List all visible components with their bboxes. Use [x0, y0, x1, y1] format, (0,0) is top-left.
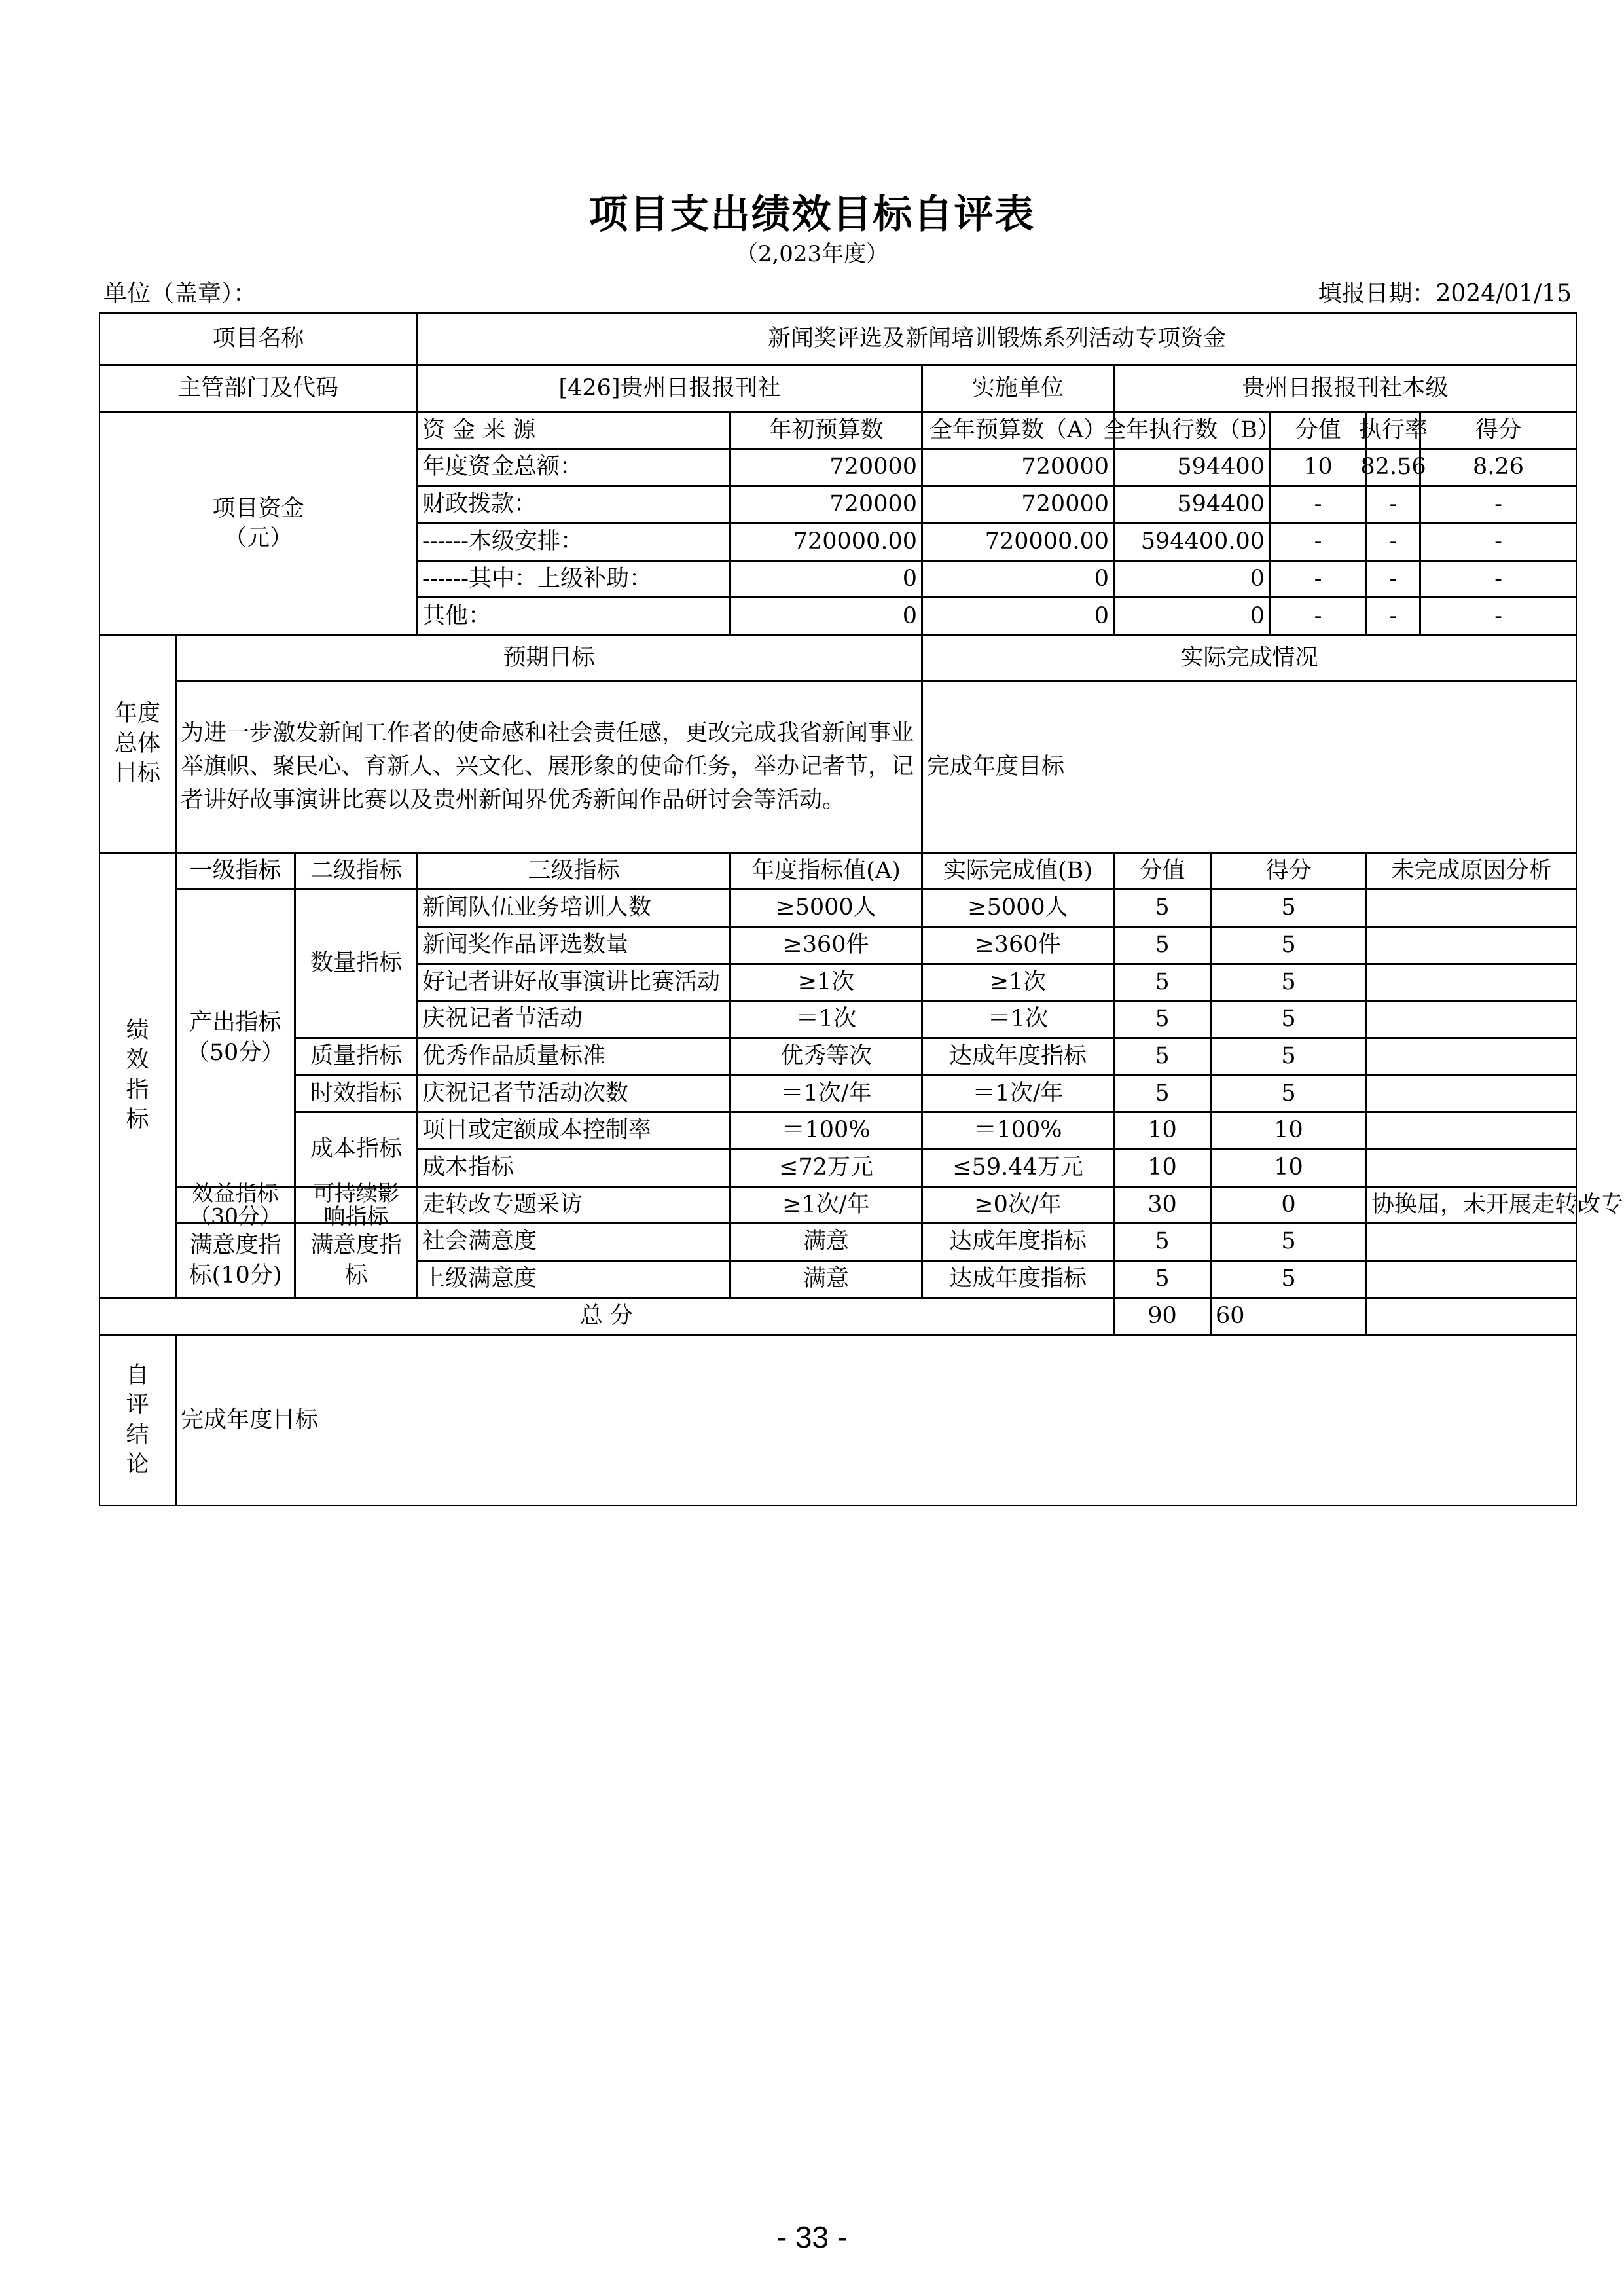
- ind-actual: 达成年度指标: [922, 1223, 1114, 1261]
- level1-satisfaction: 满意度指 标(10分): [175, 1223, 295, 1298]
- ind-actual: 达成年度指标: [922, 1260, 1114, 1298]
- ind-got: 0: [1210, 1186, 1367, 1224]
- ind-got: 5: [1210, 1223, 1367, 1261]
- ind-score: 5: [1113, 1000, 1211, 1038]
- ind-target: 满意: [730, 1223, 922, 1261]
- ind-got: 10: [1210, 1112, 1367, 1150]
- ind-target: 满意: [730, 1260, 922, 1298]
- ind-actual: ≥360件: [922, 926, 1114, 964]
- ind-reason: [1366, 926, 1577, 964]
- ind-name: 优秀作品质量标准: [417, 1038, 731, 1076]
- ind-target: ＝1次: [730, 1000, 922, 1038]
- funds-header-initial: 年初预算数: [730, 412, 922, 449]
- level1-benefit: 效益指标 （30分）: [175, 1186, 295, 1224]
- funds-cell: 0: [1113, 597, 1270, 636]
- expected-goal-header: 预期目标: [175, 635, 922, 682]
- ind-actual: 达成年度指标: [922, 1038, 1114, 1076]
- funds-row-label: 年度资金总额：: [417, 448, 731, 486]
- ind-actual: ≥1次: [922, 964, 1114, 1001]
- ind-header-target: 年度指标值(A): [730, 852, 922, 890]
- level2-quality: 质量指标: [295, 1038, 418, 1076]
- funds-cell: -: [1269, 486, 1367, 524]
- actual-status-header: 实际完成情况: [922, 635, 1577, 682]
- goals-section-label: 年度 总体 目标: [99, 635, 176, 853]
- ind-reason: [1366, 1038, 1577, 1076]
- project-name: 新闻奖评选及新闻培训锻炼系列活动专项资金: [417, 312, 1577, 365]
- level2-satisfaction: 满意度指 标: [295, 1223, 418, 1298]
- ind-got: 5: [1210, 1075, 1367, 1112]
- conclusion-text: 完成年度目标: [175, 1334, 1577, 1506]
- ind-score: 30: [1113, 1186, 1211, 1224]
- ind-name: 好记者讲好故事演讲比赛活动: [417, 964, 731, 1001]
- funds-cell: 720000.00: [922, 523, 1114, 561]
- funds-cell: 0: [922, 597, 1114, 636]
- ind-name: 庆祝记者节活动次数: [417, 1075, 731, 1112]
- ind-target: ≥5000人: [730, 889, 922, 927]
- funds-header-source: 资 金 来 源: [417, 412, 731, 449]
- ind-actual: ≥0次/年: [922, 1186, 1114, 1224]
- funds-cell: 10: [1269, 448, 1367, 486]
- funds-header-got: 得分: [1420, 412, 1577, 449]
- ind-got: 5: [1210, 1260, 1367, 1298]
- ind-target: ≥1次: [730, 964, 922, 1001]
- project-name-label: 项目名称: [99, 312, 418, 365]
- unit-label: 单位（盖章）：: [103, 280, 257, 307]
- funds-cell: 720000.00: [730, 523, 922, 561]
- ind-actual: ＝100%: [922, 1112, 1114, 1150]
- ind-score: 10: [1113, 1112, 1211, 1150]
- ind-header-actual: 实际完成值(B): [922, 852, 1114, 890]
- ind-score: 5: [1113, 1223, 1211, 1261]
- funds-cell: 594400.00: [1113, 523, 1270, 561]
- total-score: 90: [1113, 1298, 1211, 1335]
- ind-got: 10: [1210, 1149, 1367, 1187]
- funds-cell: -: [1269, 523, 1367, 561]
- ind-reason: [1366, 1112, 1577, 1150]
- funds-header-annual: 全年预算数（A）: [922, 412, 1114, 449]
- ind-name: 社会满意度: [417, 1223, 731, 1261]
- ind-score: 5: [1113, 1260, 1211, 1298]
- ind-score: 5: [1113, 926, 1211, 964]
- ind-score: 5: [1113, 889, 1211, 927]
- evaluation-table: [99, 313, 1624, 1511]
- funds-cell: -: [1420, 597, 1577, 636]
- ind-got: 5: [1210, 1000, 1367, 1038]
- funds-cell: -: [1366, 486, 1420, 524]
- ind-target: 优秀等次: [730, 1038, 922, 1076]
- funds-cell: -: [1269, 560, 1367, 598]
- ind-target: ≤72万元: [730, 1149, 922, 1187]
- level2-quantity: 数量指标: [295, 889, 418, 1038]
- funds-header-score: 分值: [1269, 412, 1367, 449]
- ind-actual: ≤59.44万元: [922, 1149, 1114, 1187]
- ind-header-l1: 一级指标: [175, 852, 295, 890]
- ind-header-got: 得分: [1210, 852, 1367, 890]
- ind-name: 上级满意度: [417, 1260, 731, 1298]
- ind-target: ≥360件: [730, 926, 922, 964]
- total-reason-blank: [1366, 1298, 1577, 1335]
- ind-name: 新闻奖作品评选数量: [417, 926, 731, 964]
- ind-header-l2: 二级指标: [295, 852, 418, 890]
- funds-cell: 0: [1113, 560, 1270, 598]
- funds-cell: -: [1420, 486, 1577, 524]
- page-title: 项目支出绩效目标自评表: [588, 192, 1036, 238]
- ind-name: 走转改专题采访: [417, 1186, 731, 1224]
- funds-cell: 0: [730, 597, 922, 636]
- ind-name: 项目或定额成本控制率: [417, 1112, 731, 1150]
- ind-score: 10: [1113, 1149, 1211, 1187]
- total-got: 60: [1210, 1298, 1367, 1335]
- funds-cell: -: [1420, 523, 1577, 561]
- ind-score: 5: [1113, 964, 1211, 1001]
- impl-label: 实施单位: [922, 365, 1114, 412]
- dept-label: 主管部门及代码: [99, 365, 418, 412]
- fill-date: 填报日期：2024/01/15: [1318, 280, 1572, 307]
- funds-cell: -: [1366, 560, 1420, 598]
- funds-cell: 720000: [730, 448, 922, 486]
- funds-cell: 594400: [1113, 448, 1270, 486]
- ind-name: 成本指标: [417, 1149, 731, 1187]
- level1-output: 产出指标 （50分）: [175, 889, 295, 1187]
- funds-cell: -: [1366, 523, 1420, 561]
- funds-cell: 720000: [922, 448, 1114, 486]
- ind-header-reason: 未完成原因分析: [1366, 852, 1577, 890]
- ind-score: 5: [1113, 1038, 1211, 1076]
- actual-status-text: 完成年度目标: [922, 681, 1577, 853]
- ind-reason: [1366, 1149, 1577, 1187]
- funds-cell: 8.26: [1420, 448, 1577, 486]
- report-year: （2,023年度）: [735, 241, 889, 267]
- ind-target: ＝100%: [730, 1112, 922, 1150]
- funds-row-label: ------其中：上级补助：: [417, 560, 731, 598]
- ind-header-l3: 三级指标: [417, 852, 731, 890]
- funds-cell: 0: [922, 560, 1114, 598]
- ind-reason: [1366, 1260, 1577, 1298]
- ind-actual: ≥5000人: [922, 889, 1114, 927]
- page-number: - 33 -: [776, 2220, 848, 2254]
- impl-value: 贵州日报报刊社本级: [1113, 365, 1577, 412]
- funds-cell: -: [1366, 597, 1420, 636]
- conclusion-section-label: 自 评 结 论: [99, 1334, 176, 1506]
- funds-section-label: 项目资金 （元）: [99, 412, 418, 636]
- level2-timeliness: 时效指标: [295, 1075, 418, 1112]
- funds-cell: 594400: [1113, 486, 1270, 524]
- ind-actual: ＝1次/年: [922, 1075, 1114, 1112]
- total-label: 总 分: [99, 1298, 1114, 1335]
- ind-reason: [1366, 964, 1577, 1001]
- level2-cost: 成本指标: [295, 1112, 418, 1187]
- ind-score: 5: [1113, 1075, 1211, 1112]
- funds-cell: -: [1269, 597, 1367, 636]
- ind-target: ＝1次/年: [730, 1075, 922, 1112]
- funds-header-executed: 全年执行数（B）: [1113, 412, 1270, 449]
- ind-target: ≥1次/年: [730, 1186, 922, 1224]
- funds-row-label: 其他：: [417, 597, 731, 636]
- ind-reason: [1366, 1075, 1577, 1112]
- funds-row-label: 财政拨款：: [417, 486, 731, 524]
- level2-sustainability: 可持续影 响指标: [295, 1186, 418, 1224]
- ind-reason: [1366, 1000, 1577, 1038]
- ind-header-score: 分值: [1113, 852, 1211, 890]
- indicators-section-label: 绩 效 指 标: [99, 852, 176, 1298]
- funds-cell: 82.56: [1366, 448, 1420, 486]
- ind-reason: [1366, 1223, 1577, 1261]
- ind-reason: [1366, 889, 1577, 927]
- funds-cell: 0: [730, 560, 922, 598]
- funds-row-label: ------本级安排：: [417, 523, 731, 561]
- ind-got: 5: [1210, 926, 1367, 964]
- funds-cell: 720000: [922, 486, 1114, 524]
- ind-got: 5: [1210, 964, 1367, 1001]
- expected-goal-text: 为进一步激发新闻工作者的使命感和社会责任感，更改完成我省新闻事业举旗帜、聚民心、育新人、兴文化、展形象的使命任务，举办记者节，记者讲好故事演讲比赛以及贵州新闻界优秀新闻作品研讨会等活动。: [175, 681, 922, 853]
- funds-cell: 720000: [730, 486, 922, 524]
- funds-cell: -: [1420, 560, 1577, 598]
- funds-header-rate: 执行率: [1366, 412, 1420, 449]
- ind-name: 庆祝记者节活动: [417, 1000, 731, 1038]
- ind-reason: 协换届，未开展走转改专: [1366, 1186, 1577, 1224]
- ind-name: 新闻队伍业务培训人数: [417, 889, 731, 927]
- dept-value: [426]贵州日报报刊社: [417, 365, 922, 412]
- ind-got: 5: [1210, 889, 1367, 927]
- ind-actual: ＝1次: [922, 1000, 1114, 1038]
- ind-got: 5: [1210, 1038, 1367, 1076]
